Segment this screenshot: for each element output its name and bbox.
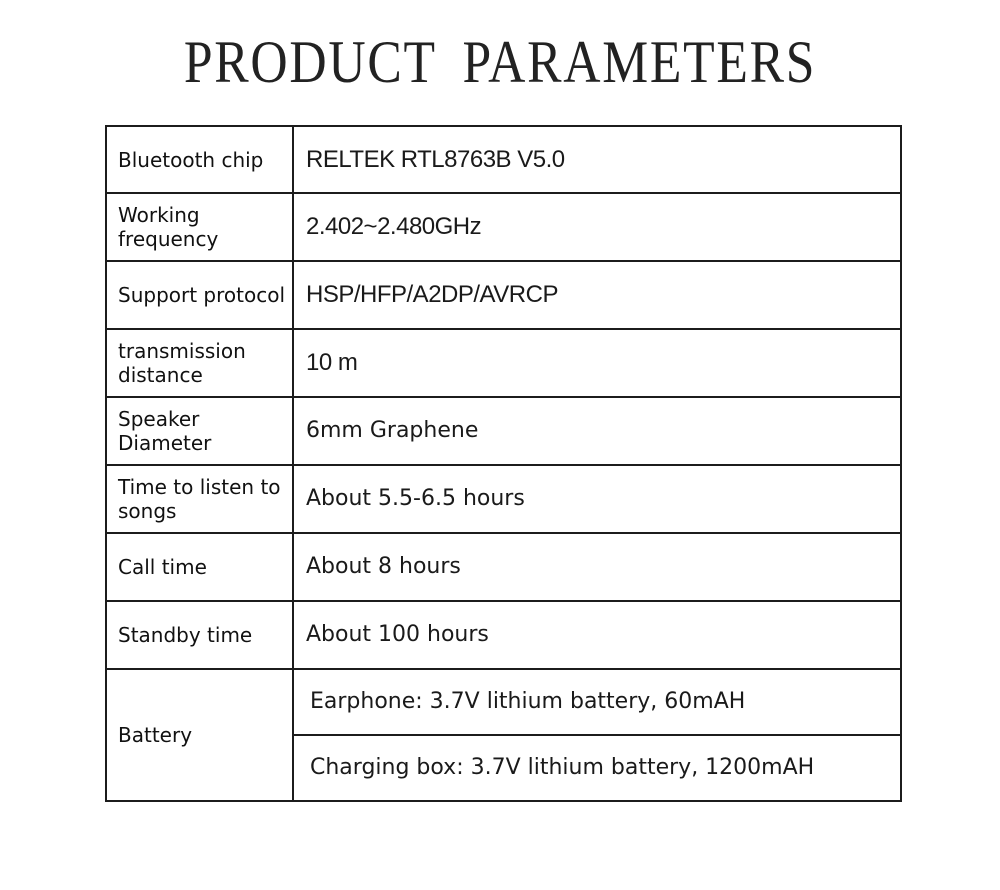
page-title: PRODUCT PARAMETERS xyxy=(183,29,817,95)
table-row-standby-time xyxy=(106,601,901,669)
table-row-listen-time xyxy=(106,465,901,533)
label-speaker-diameter: Speaker Diameter xyxy=(106,397,293,465)
value-call-time: About 8 hours xyxy=(293,533,901,601)
label-call-time: Call time xyxy=(106,533,293,601)
value-transmission-distance: 10 m xyxy=(293,329,901,397)
label-transmission-distance: transmission distance xyxy=(106,329,293,397)
table-row-speaker-diameter xyxy=(106,397,901,465)
value-support-protocol: HSP/HFP/A2DP/AVRCP xyxy=(293,261,901,329)
value-battery-charging-box: Charging box: 3.7V lithium battery, 1200mAH xyxy=(293,735,901,801)
table-row-battery-earphone xyxy=(106,669,901,735)
label-working-frequency: Working frequency xyxy=(106,193,293,261)
value-standby-time: About 100 hours xyxy=(293,601,901,669)
value-bluetooth-chip: RELTEK RTL8763B V5.0 xyxy=(293,126,901,193)
label-listen-time: Time to listen to songs xyxy=(106,465,293,533)
table-row-bluetooth-chip xyxy=(106,126,901,193)
value-listen-time: About 5.5-6.5 hours xyxy=(293,465,901,533)
table-row-call-time xyxy=(106,533,901,601)
table-row-working-frequency xyxy=(106,193,901,261)
parameters-table xyxy=(105,125,902,802)
label-standby-time: Standby time xyxy=(106,601,293,669)
value-battery-earphone: Earphone: 3.7V lithium battery, 60mAH xyxy=(293,669,901,735)
value-speaker-diameter: 6mm Graphene xyxy=(293,397,901,465)
table-row-transmission-distance xyxy=(106,329,901,397)
value-working-frequency: 2.402~2.480GHz xyxy=(293,193,901,261)
table-row-support-protocol xyxy=(106,261,901,329)
label-support-protocol: Support protocol xyxy=(106,261,293,329)
label-battery: Battery xyxy=(106,669,293,801)
label-bluetooth-chip: Bluetooth chip xyxy=(106,126,293,193)
